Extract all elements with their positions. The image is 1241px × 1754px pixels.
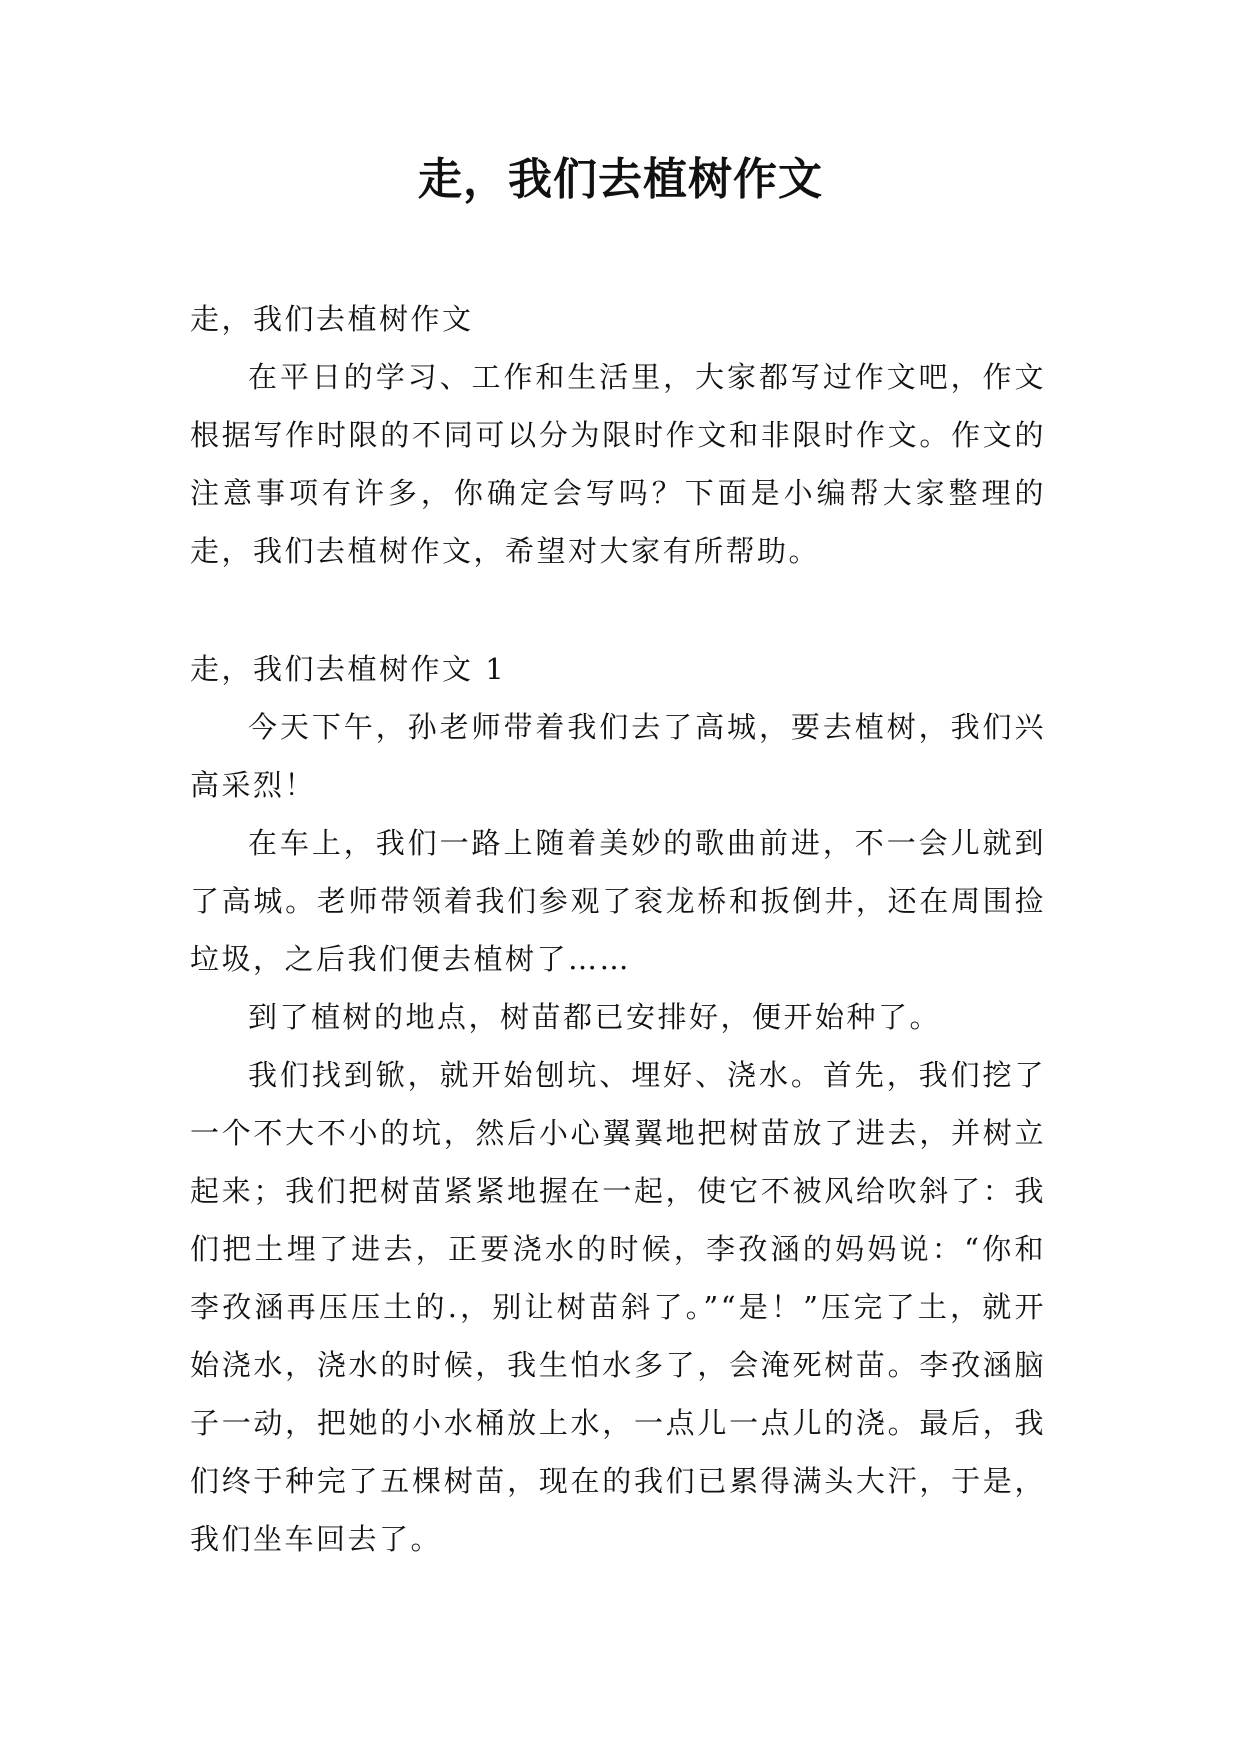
essay-paragraph-4: 我们找到锨，就开始刨坑、埋好、浇水。首先，我们挖了一个不大不小的坑，然后小心翼翼地把树苗放了进去，并树立起来；我们把树苗紧紧地握在一起，使它不被风给吹斜了：我们把土埋了进去，正要浇水的时候，李孜涵的妈妈说：“你和李孜涵再压压土的.，别让树苗斜了。”“是！”压完了土，就开始浇水，浇水的时候，我生怕水多了，会淹死树苗。李孜涵脑子一动，把她的小水桶放上水，一点儿一点儿的浇。最后，我们终于种完了五棵树苗，现在的我们已累得满头大汗，于是，我们坐车回去了。: [190, 1058, 1046, 1556]
essay-paragraph-1: 今天下午，孙老师带着我们去了高城，要去植树，我们兴高采烈！: [190, 710, 1046, 802]
intro-paragraph: 在平日的学习、工作和生活里，大家都写过作文吧，作文根据写作时限的不同可以分为限时作文和非限时作文。作文的注意事项有许多，你确定会写吗？下面是小编帮大家整理的走，我们去植树作文，希望对大家有所帮助。: [190, 360, 1046, 568]
essay-section: [190, 640, 1046, 1568]
essay-heading: 走，我们去植树作文 1: [190, 652, 507, 686]
intro-section: [190, 290, 1046, 580]
intro-heading: 走，我们去植树作文: [190, 302, 474, 336]
essay-paragraph-2: 在车上，我们一路上随着美妙的歌曲前进，不一会儿就到了高城。老师带领着我们参观了衮龙桥和扳倒井，还在周围捡垃圾，之后我们便去植树了……: [190, 826, 1046, 976]
essay-paragraph-3: 到了植树的地点，树苗都已安排好，便开始种了。: [248, 1000, 942, 1034]
document-title: 走，我们去植树作文: [418, 154, 823, 205]
